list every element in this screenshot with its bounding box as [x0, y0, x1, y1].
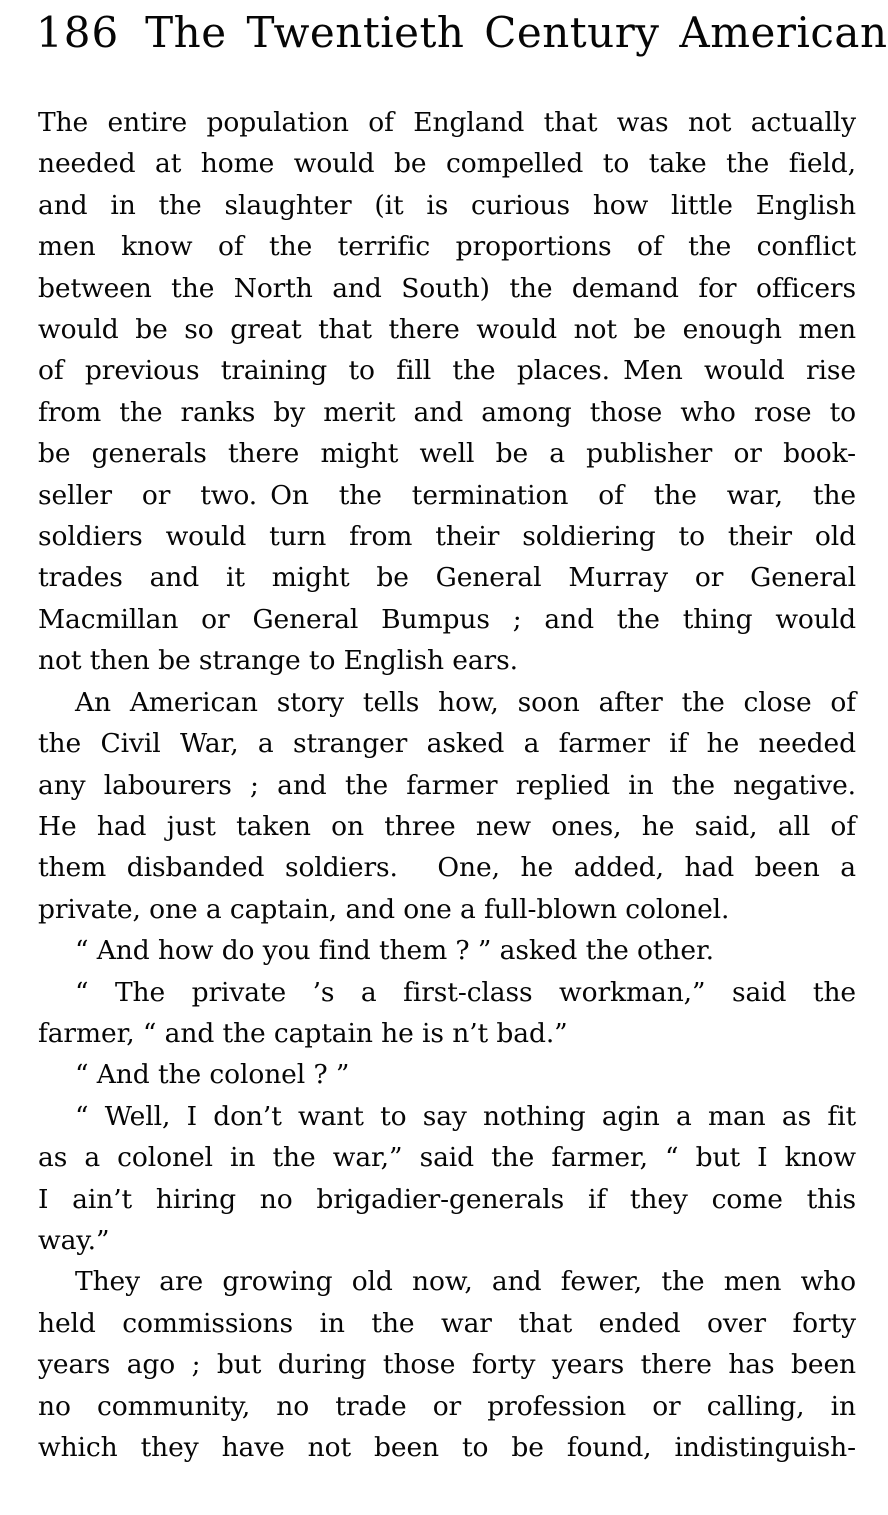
- paragraph: [38, 930, 856, 971]
- page-header: [36, 8, 888, 58]
- text-line: He had just taken on three new ones, he said, all of: [38, 810, 856, 842]
- paragraph: [38, 1054, 856, 1095]
- text-line: not then be strange to English ears.: [38, 645, 518, 677]
- text-line: of previous training to fill the places. Men would rise: [38, 355, 856, 387]
- paragraph: [38, 1261, 856, 1468]
- text-line: They are growing old now, and fewer, the men who: [75, 1266, 856, 1298]
- text-line: would be so great that there would not be enough men: [38, 314, 856, 346]
- text-line: the Civil War, a stranger asked a farmer if he needed: [38, 728, 856, 760]
- page-number: 186: [36, 8, 120, 57]
- page-body: [38, 102, 856, 1468]
- text-line: way.”: [38, 1224, 110, 1256]
- text-line: The entire population of England that was not actually: [38, 107, 856, 138]
- text-line: farmer, “ and the captain he is n’t bad.”: [38, 1017, 568, 1049]
- text-line: “ Well, I don’t want to say nothing agin a man as fit: [75, 1100, 856, 1132]
- text-line: which they have not been to be found, indistinguish-: [38, 1432, 856, 1463]
- text-line: trades and it might be General Murray or General: [38, 562, 856, 594]
- text-line: years ago ; but during those forty years there has been: [38, 1349, 856, 1381]
- text-line: and in the slaughter (it is curious how little English: [38, 189, 856, 221]
- text-line: between the North and South) the demand for officers: [38, 272, 856, 304]
- text-line: “ And how do you find them ? ” asked the other.: [75, 935, 714, 967]
- text-line: Macmillan or General Bumpus ; and the thing would: [38, 603, 856, 635]
- paragraph: [38, 102, 856, 682]
- text-line: from the ranks by merit and among those who rose to: [38, 396, 856, 428]
- text-line: as a colonel in the war,” said the farmer, “ but I know: [38, 1142, 856, 1174]
- text-line: private, one a captain, and one a full-blown colonel.: [38, 893, 730, 925]
- text-line: be generals there might well be a publisher or book-: [38, 438, 856, 470]
- text-line: men know of the terrific proportions of the conflict: [38, 231, 856, 263]
- paragraph: [38, 682, 856, 930]
- text-line: no community, no trade or profession or calling, in: [38, 1390, 856, 1422]
- text-line: held commissions in the war that ended over forty: [38, 1307, 856, 1339]
- text-line: “ And the colonel ? ”: [75, 1059, 350, 1091]
- text-line: I ain’t hiring no brigadier-generals if they come this: [38, 1183, 856, 1215]
- text-line: them disbanded soldiers. One, he added, had been a: [38, 852, 856, 884]
- text-line: An American story tells how, soon after the close of: [75, 686, 856, 718]
- running-title: The Twentieth Century American: [145, 8, 888, 57]
- text-line: needed at home would be compelled to take the field,: [38, 148, 856, 180]
- text-line: any labourers ; and the farmer replied in the negative.: [38, 769, 856, 801]
- text-line: seller or two. On the termination of the war, the: [38, 479, 856, 511]
- paragraph: [38, 1096, 856, 1262]
- paragraph: [38, 972, 856, 1055]
- text-line: soldiers would turn from their soldiering to their old: [38, 521, 856, 553]
- text-line: “ The private ’s a first-class workman,” said the: [75, 976, 856, 1008]
